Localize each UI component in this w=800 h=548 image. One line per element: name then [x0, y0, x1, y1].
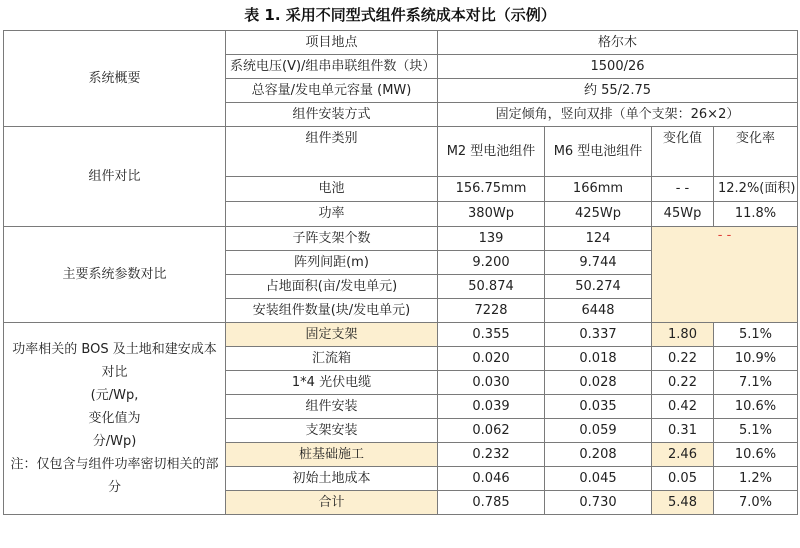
cell: 2.46 — [652, 443, 714, 467]
cell: 0.035 — [545, 395, 652, 419]
cell: 0.730 — [545, 491, 652, 515]
table-title: 表 1. 采用不同型式组件系统成本对比（示例） — [244, 6, 556, 24]
cell: 380Wp — [438, 202, 545, 227]
cell: 9.200 — [438, 251, 545, 275]
cell: 0.059 — [545, 419, 652, 443]
section-label-overview: 系统概要 — [4, 31, 226, 127]
cell: 0.062 — [438, 419, 545, 443]
cell: 9.744 — [545, 251, 652, 275]
cell: 组件安装方式 — [226, 103, 438, 127]
cell: 0.22 — [652, 347, 714, 371]
cell: 0.208 — [545, 443, 652, 467]
cell: 电池 — [226, 177, 438, 202]
cell: 0.31 — [652, 419, 714, 443]
cell: 0.045 — [545, 467, 652, 491]
cell: 功率 — [226, 202, 438, 227]
cell: 0.22 — [652, 371, 714, 395]
cell: 固定支架 — [226, 323, 438, 347]
cell: 425Wp — [545, 202, 652, 227]
cell: 7.0% — [714, 491, 798, 515]
cost-comparison-table — [3, 30, 798, 515]
bos-label-line: (元/Wp, — [90, 388, 139, 403]
cell: 0.232 — [438, 443, 545, 467]
cell: 格尔木 — [438, 31, 798, 55]
cell: 阵列间距(m) — [226, 251, 438, 275]
bos-label-line: 功率相关的 BOS 及土地和建安成本对比 — [12, 342, 217, 380]
cell: 总容量/发电单元容量 (MW) — [226, 79, 438, 103]
cell: 50.274 — [545, 275, 652, 299]
cell: 占地面积(亩/发电单元) — [226, 275, 438, 299]
cell: 139 — [438, 227, 545, 251]
cell: 0.337 — [545, 323, 652, 347]
table-row — [4, 127, 798, 177]
cell: 0.05 — [652, 467, 714, 491]
bos-label-line: 变化值为 — [88, 411, 141, 426]
cell: 0.039 — [438, 395, 545, 419]
bos-label-line: 分/Wp) — [92, 434, 137, 449]
cell: 156.75mm — [438, 177, 545, 202]
cell: 汇流箱 — [226, 347, 438, 371]
cell: 桩基础施工 — [226, 443, 438, 467]
cell: 1.2% — [714, 467, 798, 491]
section-label-module: 组件对比 — [4, 127, 226, 227]
header-cell: 变化值 — [652, 127, 714, 177]
table-row — [4, 227, 798, 251]
cell: 初始土地成本 — [226, 467, 438, 491]
cell: 0.355 — [438, 323, 545, 347]
table-row — [4, 323, 798, 347]
cell: 0.028 — [545, 371, 652, 395]
cell: 0.030 — [438, 371, 545, 395]
cell: 166mm — [545, 177, 652, 202]
cell: 11.8% — [714, 202, 798, 227]
cell: 1500/26 — [438, 55, 798, 79]
section-label-bos — [4, 323, 226, 515]
cell: 10.6% — [714, 443, 798, 467]
cell: 5.1% — [714, 323, 798, 347]
cell: 项目地点 — [226, 31, 438, 55]
cell: 50.874 — [438, 275, 545, 299]
cell: - - — [652, 177, 714, 202]
cell: 45Wp — [652, 202, 714, 227]
cell: 合计 — [226, 491, 438, 515]
cell: 1*4 光伏电缆 — [226, 371, 438, 395]
header-cell: M2 型电池组件 — [438, 127, 545, 177]
cell: 0.785 — [438, 491, 545, 515]
cell: 0.046 — [438, 467, 545, 491]
bos-label-line: 注：仅包含与组件功率密切相关的部分 — [10, 457, 219, 495]
cell: 12.2%(面积) — [714, 177, 798, 202]
cell: 1.80 — [652, 323, 714, 347]
cell: 0.018 — [545, 347, 652, 371]
cell: 子阵支架个数 — [226, 227, 438, 251]
cell: 0.020 — [438, 347, 545, 371]
cell: 系统电压(V)/组串串联组件数（块） — [226, 55, 438, 79]
cell: 0.42 — [652, 395, 714, 419]
section-label-params: 主要系统参数对比 — [4, 227, 226, 323]
cell: 6448 — [545, 299, 652, 323]
cell: 7.1% — [714, 371, 798, 395]
cell: 124 — [545, 227, 652, 251]
cell: 固定倾角，竖向双排（单个支架：26×2） — [438, 103, 798, 127]
table-row — [4, 31, 798, 55]
header-cell: 变化率 — [714, 127, 798, 177]
cell: 7228 — [438, 299, 545, 323]
header-cell: M6 型电池组件 — [545, 127, 652, 177]
cell: 支架安装 — [226, 419, 438, 443]
cell: 5.1% — [714, 419, 798, 443]
cell: 10.9% — [714, 347, 798, 371]
cell: 5.48 — [652, 491, 714, 515]
cell: 组件安装 — [226, 395, 438, 419]
cell: 10.6% — [714, 395, 798, 419]
dash-cell: - - — [652, 227, 798, 323]
header-cell: 组件类别 — [226, 127, 438, 177]
cell: 安装组件数量(块/发电单元) — [226, 299, 438, 323]
cell: 约 55/2.75 — [438, 79, 798, 103]
